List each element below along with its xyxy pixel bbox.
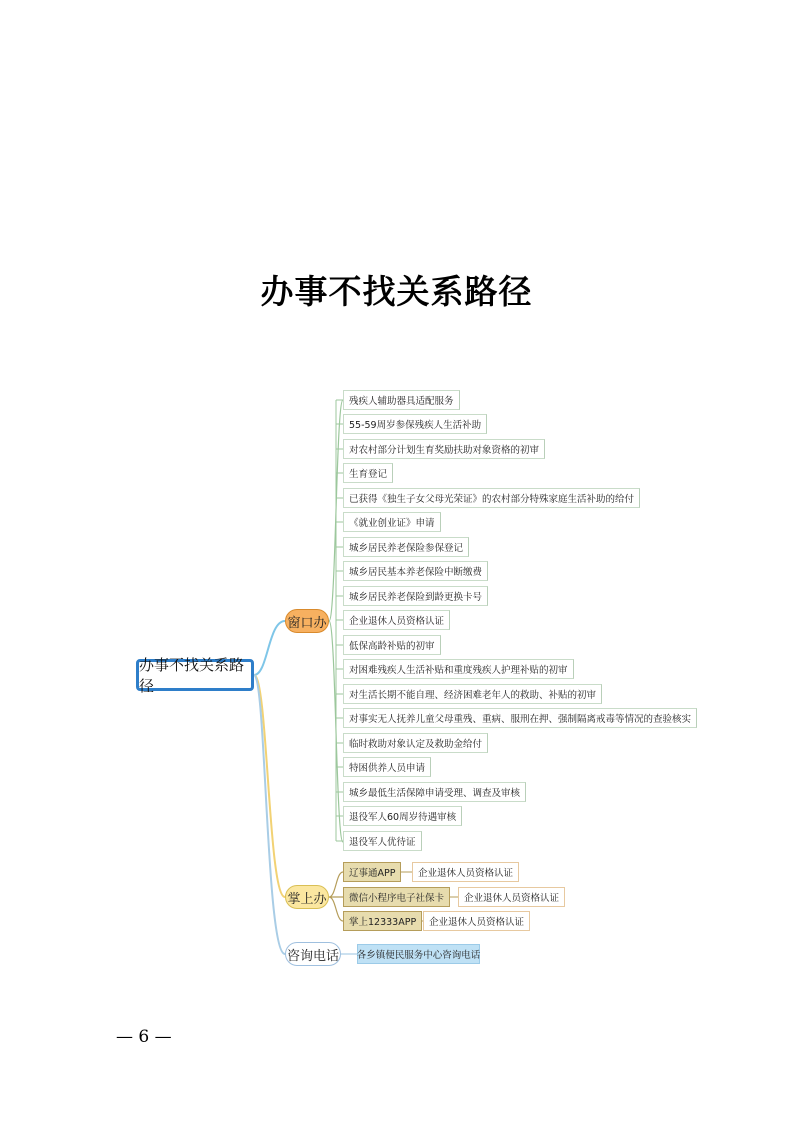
handheld-service: 企业退休人员资格认证	[412, 862, 519, 882]
page-number: — 6 —	[116, 1027, 172, 1047]
window-item: 对农村部分计划生育奖励扶助对象资格的初审	[343, 439, 545, 459]
window-item: 退役军人优待证	[343, 831, 422, 851]
window-item: 临时救助对象认定及救助金给付	[343, 733, 488, 753]
handheld-app: 掌上12333APP	[343, 911, 422, 931]
category-phone: 咨询电话	[285, 942, 341, 966]
window-item: 55-59周岁参保残疾人生活补助	[343, 414, 487, 434]
mindmap-root: 办事不找关系路径	[136, 659, 254, 691]
handheld-app: 辽事通APP	[343, 862, 401, 882]
window-item: 城乡居民基本养老保险中断缴费	[343, 561, 488, 581]
window-item: 《就业创业证》申请	[343, 512, 441, 532]
window-item: 企业退休人员资格认证	[343, 610, 450, 630]
window-item: 城乡居民养老保险参保登记	[343, 537, 469, 557]
window-item: 退役军人60周岁待遇审核	[343, 806, 462, 826]
handheld-service: 企业退休人员资格认证	[423, 911, 530, 931]
connector-root-window	[254, 621, 285, 675]
category-handheld: 掌上办	[285, 885, 329, 909]
window-item: 特困供养人员申请	[343, 757, 431, 777]
handheld-service: 企业退休人员资格认证	[458, 887, 565, 907]
window-item: 低保高龄补贴的初审	[343, 635, 441, 655]
page-title: 办事不找关系路径	[260, 272, 533, 311]
category-window: 窗口办	[285, 609, 329, 633]
window-item: 残疾人辅助器具适配服务	[343, 390, 460, 410]
window-item: 对生活长期不能自理、经济困难老年人的救助、补贴的初审	[343, 684, 602, 704]
window-item: 对事实无人抚养儿童父母重残、重病、服刑在押、强制隔离戒毒等情况的查验核实	[343, 708, 697, 728]
connector-handheld-trunk	[329, 872, 343, 921]
window-item: 城乡居民养老保险到龄更换卡号	[343, 586, 488, 606]
handheld-app: 微信小程序电子社保卡	[343, 887, 450, 907]
phone-item: 各乡镇便民服务中心咨询电话	[357, 944, 480, 964]
window-item: 对困难残疾人生活补贴和重度残疾人护理补贴的初审	[343, 659, 574, 679]
window-item: 城乡最低生活保障申请受理、调查及审核	[343, 782, 526, 802]
window-item: 已获得《独生子女父母光荣证》的农村部分特殊家庭生活补助的给付	[343, 488, 640, 508]
window-item: 生育登记	[343, 463, 393, 483]
